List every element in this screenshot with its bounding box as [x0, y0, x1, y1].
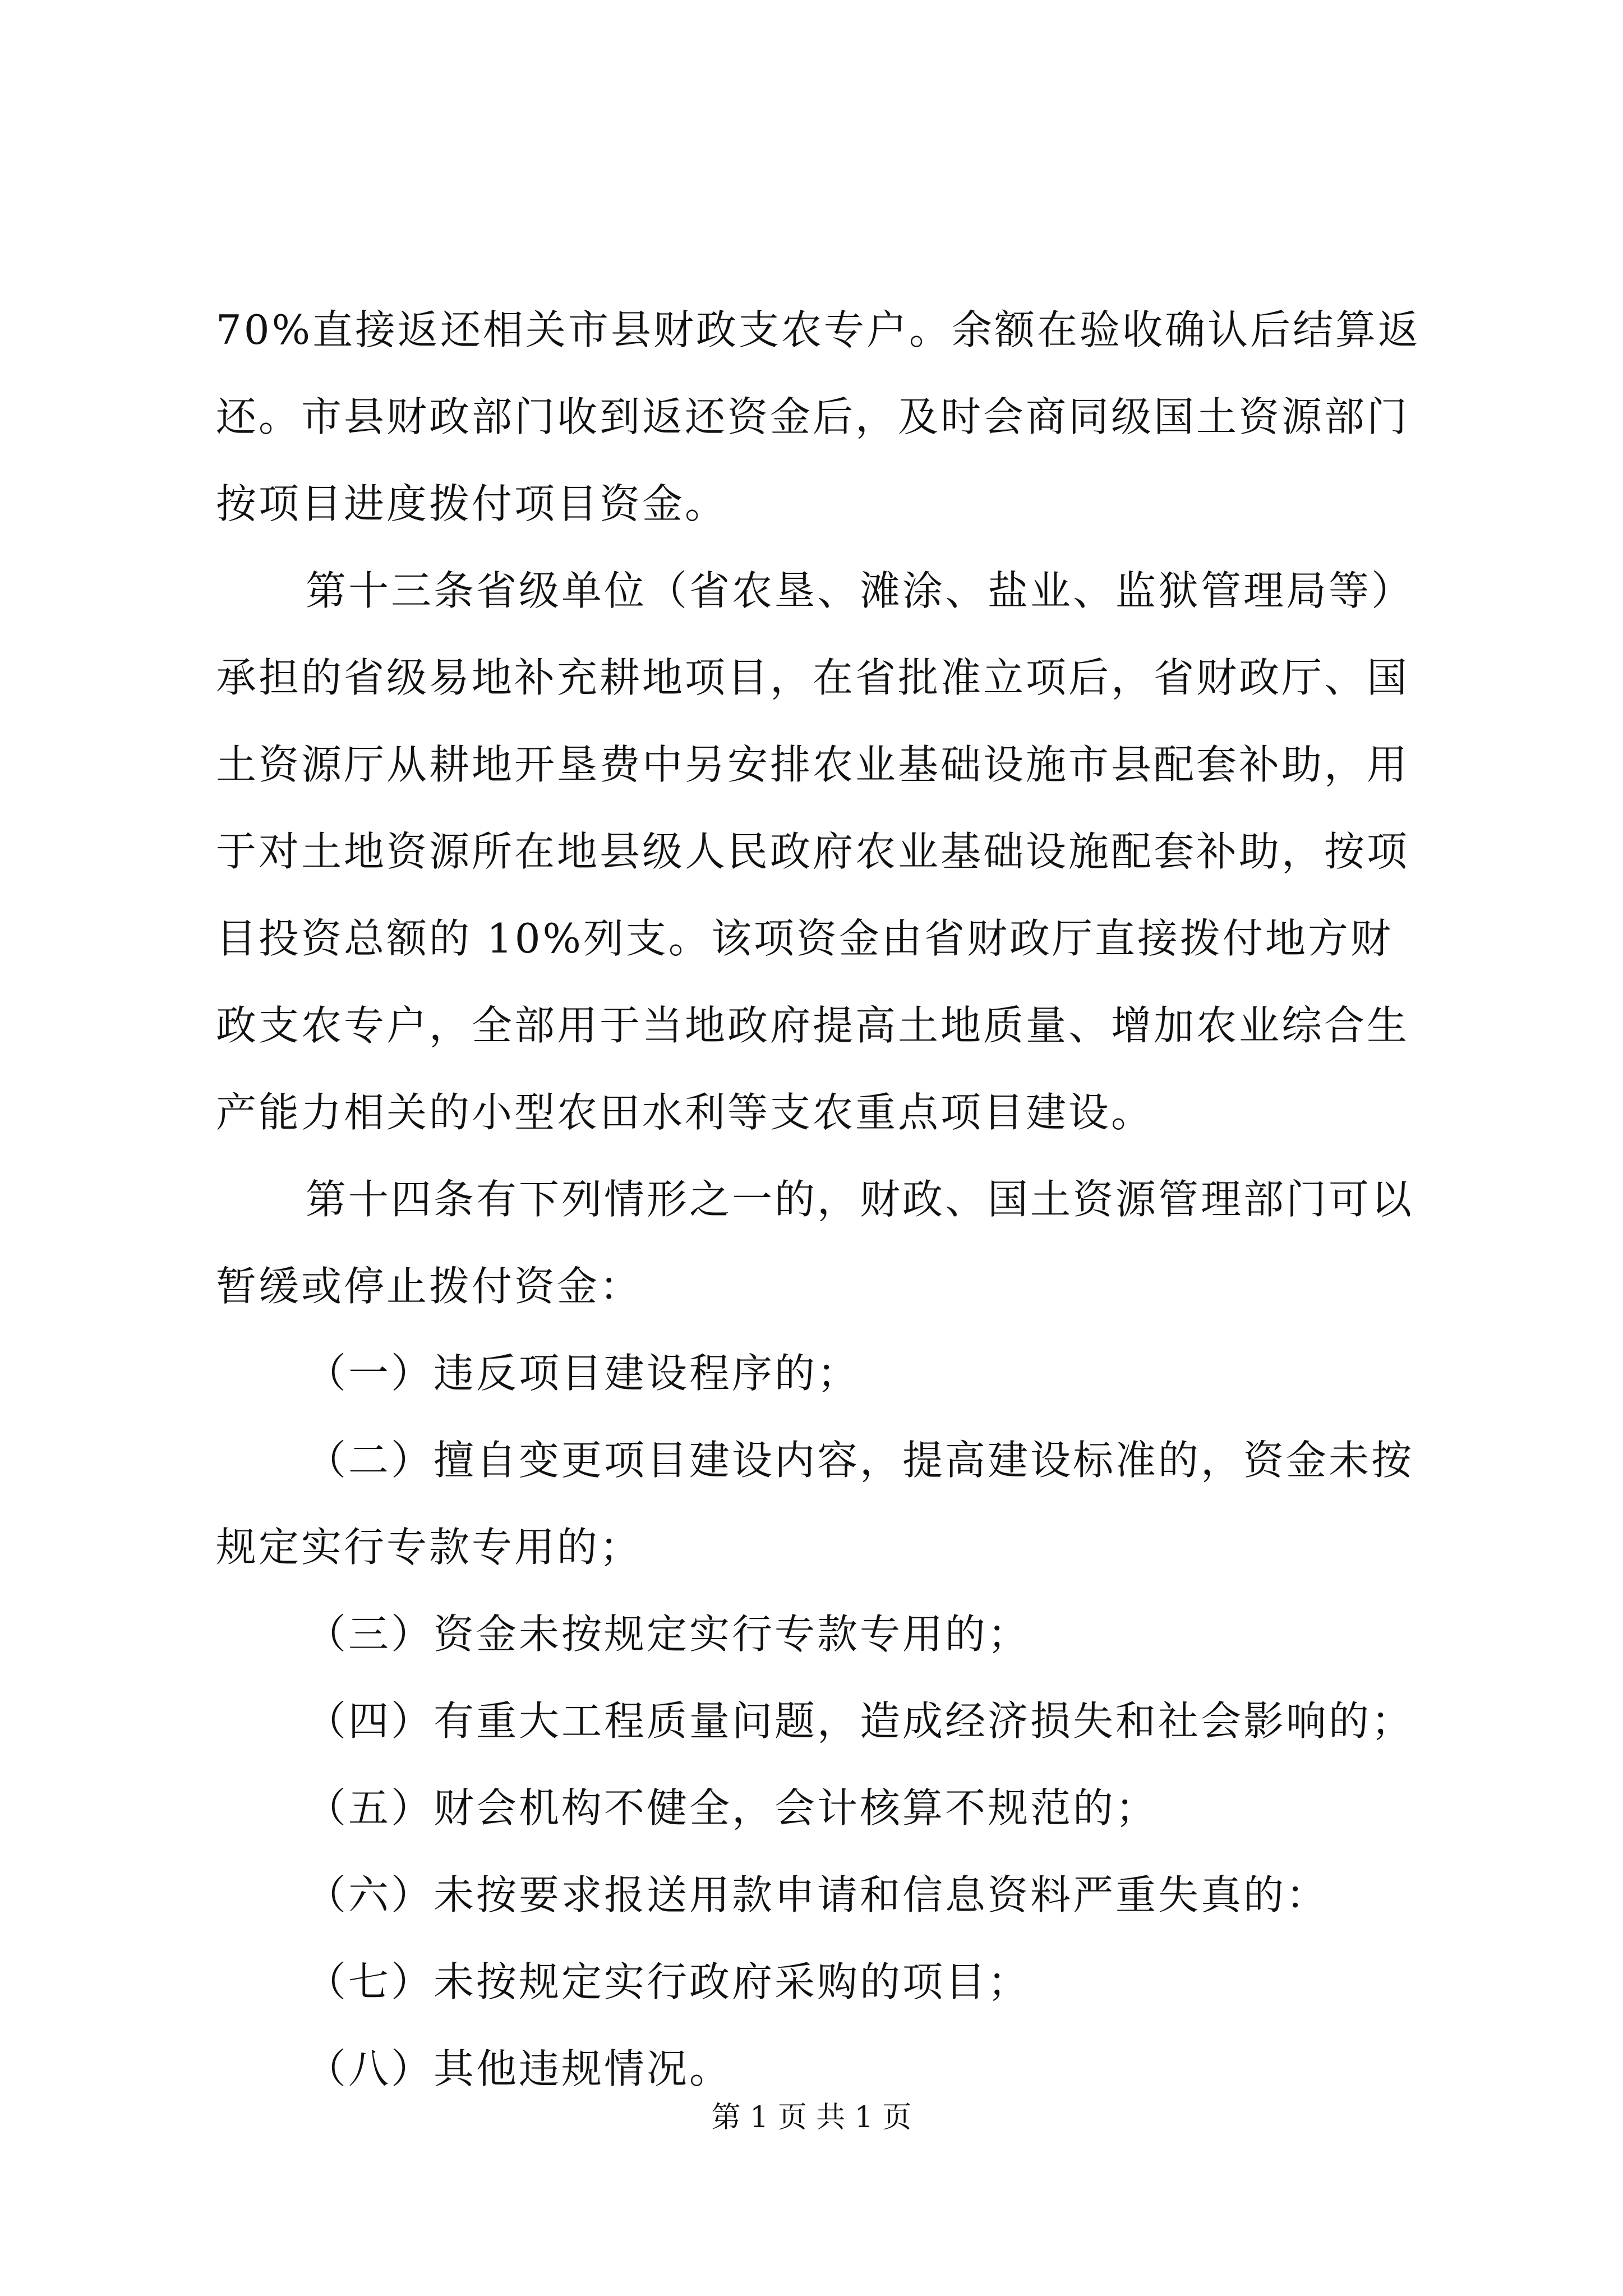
list-item-7: （七）未按规定实行政府采购的项目； — [306, 1958, 1031, 2005]
list-item-4: （四）有重大工程质量问题，造成经济损失和社会影响的； — [306, 1697, 1414, 1745]
list-item-2-line-1: （二）擅自变更项目建设内容，提高建设标准的，资金未按 — [306, 1437, 1414, 1484]
body-line-2: 还。市县财政部门收到返还资金后，及时会商同级国土资源部门 — [216, 393, 1410, 440]
list-item-8: （八）其他违规情况。 — [306, 2045, 732, 2092]
article-13-line-3: 土资源厅从耕地开垦费中另安排农业基础设施市县配套补助，用 — [216, 741, 1410, 788]
article-13-line-2: 承担的省级易地补充耕地项目，在省批准立项后，省财政厅、国 — [216, 654, 1410, 701]
article-14-line-1: 第十四条有下列情形之一的，财政、国土资源管理部门可以 — [306, 1176, 1414, 1223]
list-item-1: （一）违反项目建设程序的； — [306, 1350, 860, 1397]
article-13-line-5: 目投资总额的 10%列支。该项资金由省财政厅直接拨付地方财 — [216, 915, 1393, 962]
article-13-line-1: 第十三条省级单位（省农垦、滩涂、盐业、监狱管理局等） — [306, 567, 1414, 614]
article-13-line-6: 政支农专户，全部用于当地政府提高土地质量、增加农业综合生 — [216, 1002, 1410, 1049]
article-13-line-7: 产能力相关的小型农田水利等支农重点项目建设。 — [216, 1089, 1154, 1136]
page-footer: 第 1 页 共 1 页 — [711, 2101, 912, 2134]
list-item-6: （六）未按要求报送用款申请和信息资料严重失真的： — [306, 1871, 1329, 1918]
article-14-line-2: 暂缓或停止拨付资金： — [216, 1263, 643, 1310]
article-13-line-4: 于对土地资源所在地县级人民政府农业基础设施配套补助，按项 — [216, 828, 1410, 875]
list-item-3: （三）资金未按规定实行专款专用的； — [306, 1611, 1031, 1658]
list-item-5: （五）财会机构不健全，会计核算不规范的； — [306, 1784, 1159, 1832]
list-item-2-line-2: 规定实行专款专用的； — [216, 1524, 643, 1571]
body-line-3: 按项目进度拨付项目资金。 — [216, 480, 728, 527]
body-line-1: 70%直接返还相关市县财政支农专户。余额在验收确认后结算返 — [216, 306, 1421, 353]
